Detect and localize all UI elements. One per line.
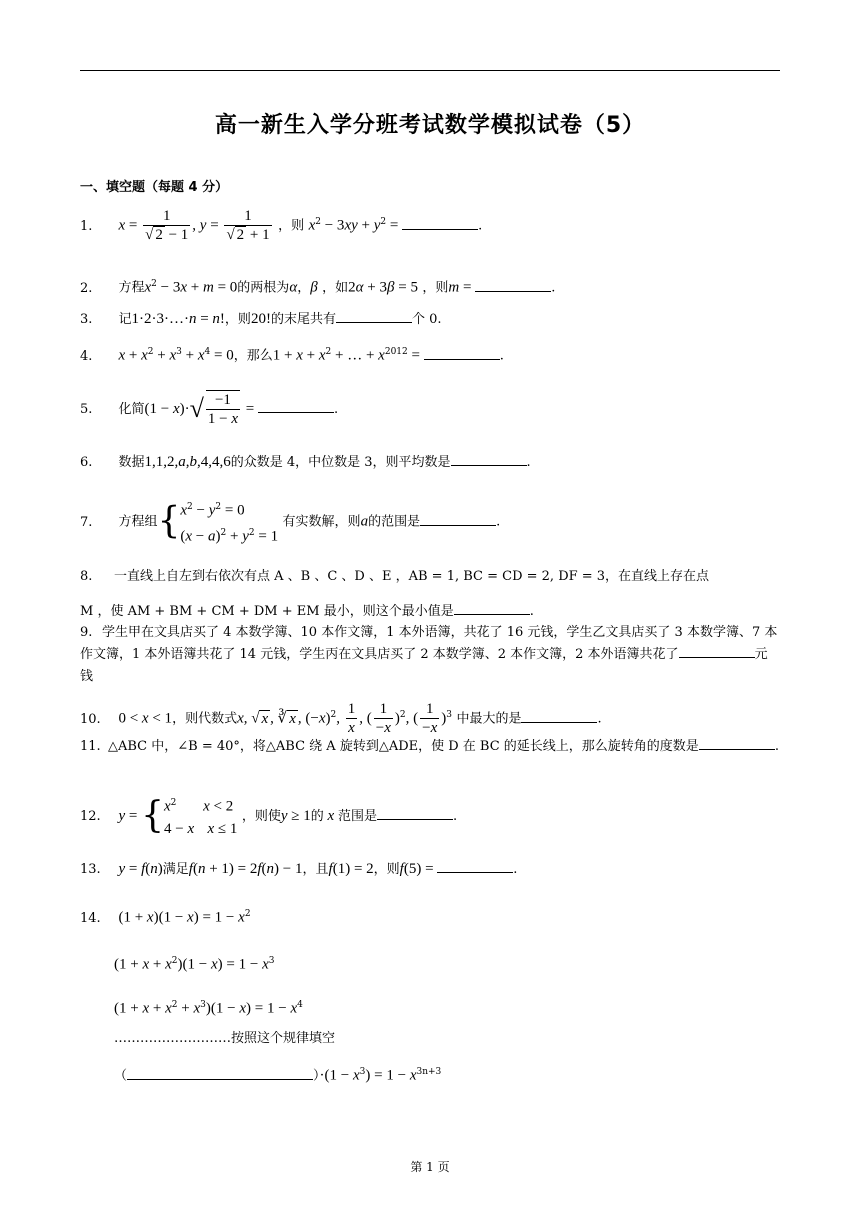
question-7: 7. 方程组{$x^2 - y^2 = 0$ $(x - a)^2 + y^2 = 1$ 有实数解，则a的范围是 . — [80, 500, 501, 545]
answer-blank — [437, 860, 513, 873]
answer-blank — [127, 1067, 313, 1080]
question-9: 9. 学生甲在文具店买了 4 本数学簿、10 本作文簿，1 本外语簿，共花了 16 元钱，学生乙文具店买了 3 本数学簿、7 本作文簿，1 本外语簿共花了 14 元钱，学生丙在文具店买了 2 本数学簿、2 本作文簿，2 本外语簿共花了 元钱 — [80, 625, 778, 684]
question-8: 8. 一直线上自左到右依次有点 A 、B 、C 、D 、E ，AB = 1, BC = CD = 2, DF = 3，在直线上存在点 — [80, 569, 710, 584]
answer-blank — [420, 513, 496, 526]
question-14: 14. $(1 + x)(1 - x) = 1 - x^2$ — [80, 909, 251, 926]
answer-blank — [258, 400, 334, 413]
question-5: 5. 化简(1 − x)·√ $\frac{-1}{1 - x}$ = . — [80, 392, 339, 427]
answer-blank — [679, 645, 755, 658]
answer-blank — [336, 310, 412, 323]
question-11: 11. △ABC 中，∠B = 40°，将△ABC 绕 A 旋转到△ADE，使 D 在 BC 的延长线上，那么旋转角的度数是 . — [80, 739, 779, 754]
question-10: 10. 0 < x < 1，则代数式x, √ x , ∛ x , $(-x)^2$, $\frac{1}{x}$ , ( $\frac{1}{-x}$ )$^2$, ( $\frac{1}{-x}$ )$^3$ 中最大的是 . — [80, 701, 602, 736]
answer-blank — [402, 217, 478, 230]
question-1: 1. x = $\frac{1}{√ 2 - 1}$ , y = $\frac{1}{√ 2 + 1}$ ，则 $x^2 - 3xy + y^2$ = . — [80, 208, 483, 243]
answer-blank — [454, 602, 530, 615]
question-8-line2: M ，使 AM + BM + CM + DM + EM 最小，则这个最小值是 . — [80, 604, 534, 619]
question-13: 13. y = f(n)满足f(n + 1) = 2f(n) − 1，且f(1) = 2，则f(5) = . — [80, 861, 518, 877]
question-14-hint: ………………………按照这个规律填空 — [114, 1031, 336, 1046]
question-3: 3. 记1·2·3·…·n = n!，则20!的末尾共有 个 0. — [80, 311, 442, 327]
answer-blank — [475, 279, 551, 292]
page-number: 第 1 页 — [410, 1160, 450, 1174]
answer-blank — [424, 347, 500, 360]
question-14-line3: $(1 + x + x^2 + x^3)(1 - x) = 1 - x^4$ — [114, 1000, 303, 1017]
answer-blank — [451, 453, 527, 466]
question-14-line2: $(1 + x + x^2)(1 - x) = 1 - x^3$ — [114, 956, 275, 973]
answer-blank — [521, 710, 597, 723]
answer-blank — [377, 807, 453, 820]
page-title: 高一新生入学分班考试数学模拟试卷（5） — [214, 113, 646, 138]
section-heading: 一、填空题（每题 4 分） — [80, 180, 229, 195]
question-4: 4. $x + x^2 + x^3 + x^4 = 0$，那么$1 + x + x^2$ + … + $x^{2012}$ = . — [80, 347, 504, 364]
question-6: 6. 数据1,1,2,a,b,4,4,6的众数是 4，中位数是 3，则平均数是 . — [80, 454, 531, 470]
header-rule — [80, 70, 780, 71]
answer-blank — [699, 737, 775, 750]
question-12: 12. $y = \{x^2$ x < 2 4 − x x ≤ 1 ，则使y ≥ 1的 x 范围是 . — [80, 794, 458, 837]
question-14-answer: （ ）$\cdot(1 - x^3) = 1 - x^{3n+3}$ — [114, 1067, 442, 1084]
question-2: 2. 方程$x^2 - 3x + m = 0$的两根为α，β ，如2α + 3β = 5 ，则m = . — [80, 279, 556, 296]
